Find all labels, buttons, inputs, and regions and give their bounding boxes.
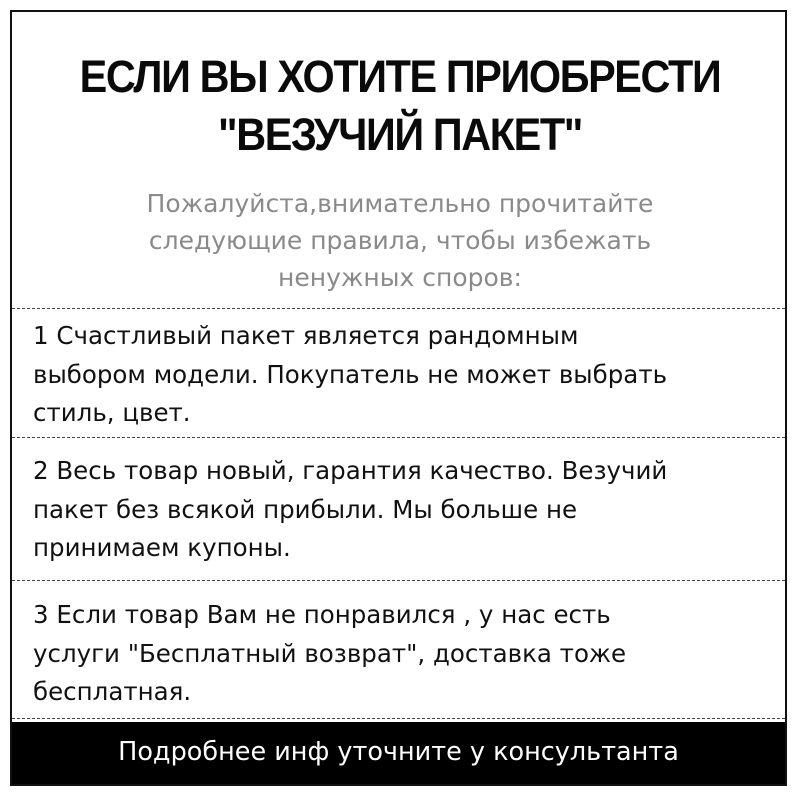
- rule-3-line-1: 3 Если товар Вам не понравился , у нас есть: [33, 600, 611, 629]
- page-title: [32, 48, 768, 164]
- dashed-divider: [12, 437, 785, 438]
- rule-2-line-2: пакет без всякой прибыли. Мы больше не: [33, 494, 578, 524]
- footer-banner: Подробнее инф уточните у консультанта: [12, 722, 785, 784]
- rule-1-line-1: 1 Счастливый пакет является рандомным: [33, 321, 579, 350]
- dashed-divider: [12, 718, 785, 719]
- subtitle-line-1: Пожалуйста,внимательно прочитайте: [146, 189, 654, 218]
- rule-item-2: [33, 452, 773, 568]
- rule-item-3: [33, 596, 773, 712]
- rule-3-line-3: бесплатная.: [33, 677, 192, 706]
- subtitle-line-3: ненужных споров:: [278, 263, 522, 292]
- rule-item-1: [33, 317, 773, 433]
- title-line-1: ЕСЛИ ВЫ ХОТИТЕ ПРИОБРЕСТИ: [79, 51, 721, 102]
- rule-3-line-2: услуги "Бесплатный возврат", доставка тоже: [33, 638, 627, 668]
- dashed-divider: [12, 308, 785, 309]
- rule-2-line-1: 2 Весь товар новый, гарантия качество. Везучий: [33, 456, 668, 485]
- rule-1-line-3: стиль, цвет.: [33, 398, 191, 427]
- dashed-divider: [12, 580, 785, 581]
- title-line-2: "ВЕЗУЧИЙ ПАКЕТ": [217, 109, 583, 160]
- rule-2-line-3: принимаем купоны.: [33, 533, 291, 562]
- rule-1-line-2: выбором модели. Покупатель не может выбрать: [33, 359, 668, 389]
- subtitle: [80, 185, 720, 296]
- subtitle-line-2: следующие правила, чтобы избежать: [148, 226, 652, 255]
